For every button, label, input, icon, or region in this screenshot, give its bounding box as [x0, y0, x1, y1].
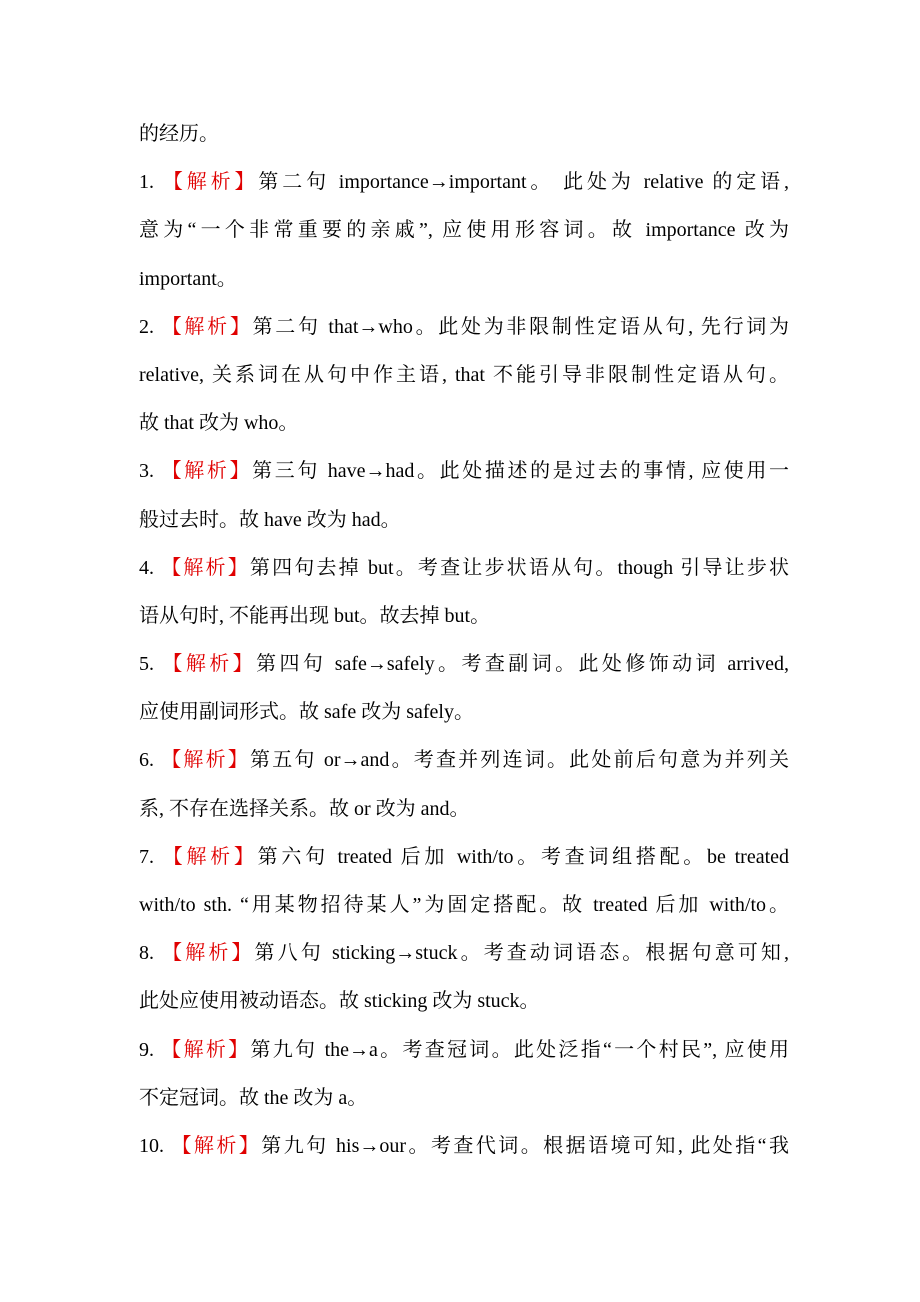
text-line: 系, 不存在选择关系。故 or 改为 and。	[139, 797, 470, 820]
text-line: 般过去时。故 have 改为 had。	[139, 508, 401, 531]
item-number: 1.	[139, 171, 154, 194]
text-line: 不定冠词。故 the 改为 a。	[139, 1086, 368, 1109]
answer-2-line-1: 2. 【解析】第二句 that→who。此处为非限制性定语从句, 先行词为	[139, 315, 790, 338]
analysis-tag: 【解析】	[161, 315, 253, 338]
analysis-tag: 【解析】	[171, 1134, 262, 1157]
answer-1-line-1: 1. 【解析】第二句 importance→important。 此处为 relative 的定语,	[139, 171, 790, 194]
answer-4-line-1: 4. 【解析】第四句去掉 but。考查让步状语从句。though 引导让步状	[139, 556, 790, 579]
text-line: 故 that 改为 who。	[139, 412, 299, 435]
item-number: 7.	[139, 845, 154, 868]
answer-3-line-1: 3. 【解析】第三句 have→had。此处描述的是过去的事情, 应使用一	[139, 460, 790, 483]
analysis-tag: 【解析】	[161, 1038, 251, 1061]
answer-5-line-1: 5. 【解析】第四句 safe→safely。考查副词。此处修饰动词 arrived,	[139, 653, 790, 676]
analysis-tag: 【解析】	[162, 653, 257, 676]
answer-10-line-1: 10. 【解析】第九句 his→our。考查代词。根据语境可知, 此处指“我	[139, 1134, 789, 1157]
text-line: 语从句时, 不能再出现 but。故去掉 but。	[139, 604, 491, 627]
item-number: 9.	[139, 1038, 154, 1061]
item-number: 5.	[139, 653, 154, 676]
answer-8-line-1: 8. 【解析】第八句 sticking→stuck。考查动词语态。根据句意可知,	[139, 942, 790, 965]
answer-6-line-1: 6. 【解析】第五句 or→and。考查并列连词。此处前后句意为并列关	[139, 749, 789, 772]
analysis-tag: 【解析】	[162, 845, 258, 868]
item-number: 6.	[139, 749, 154, 772]
text-line: 意为“一个非常重要的亲戚”, 应使用形容词。故 importance 改为	[139, 219, 789, 242]
item-number: 4.	[139, 556, 154, 579]
text-line: 此处应使用被动语态。故 sticking 改为 stuck。	[139, 990, 540, 1013]
item-number: 10.	[139, 1134, 164, 1157]
text-line: 的经历。	[139, 123, 219, 145]
item-number: 8.	[139, 942, 154, 965]
text-line: with/to sth. “用某物招待某人”为固定搭配。故 treated 后加 with/to。	[139, 894, 789, 916]
analysis-tag: 【解析】	[162, 171, 259, 194]
item-number: 3.	[139, 460, 154, 483]
answer-9-line-1: 9. 【解析】第九句 the→a。考查冠词。此处泛指“一个村民”, 应使用	[139, 1038, 790, 1061]
text-line: 应使用副词形式。故 safe 改为 safely。	[139, 701, 474, 724]
answer-explanations	[139, 110, 789, 1170]
item-number: 2.	[139, 315, 154, 338]
text-line: relative, 关系词在从句中作主语, that 不能引导非限制性定语从句。	[139, 363, 789, 386]
analysis-tag: 【解析】	[161, 556, 250, 579]
analysis-tag: 【解析】	[161, 460, 253, 483]
analysis-tag: 【解析】	[162, 942, 255, 965]
text-line: important。	[139, 267, 237, 290]
answer-7-line-1: 7. 【解析】第六句 treated 后加 with/to。考查词组搭配。be treated	[139, 845, 790, 868]
analysis-tag: 【解析】	[161, 749, 251, 772]
